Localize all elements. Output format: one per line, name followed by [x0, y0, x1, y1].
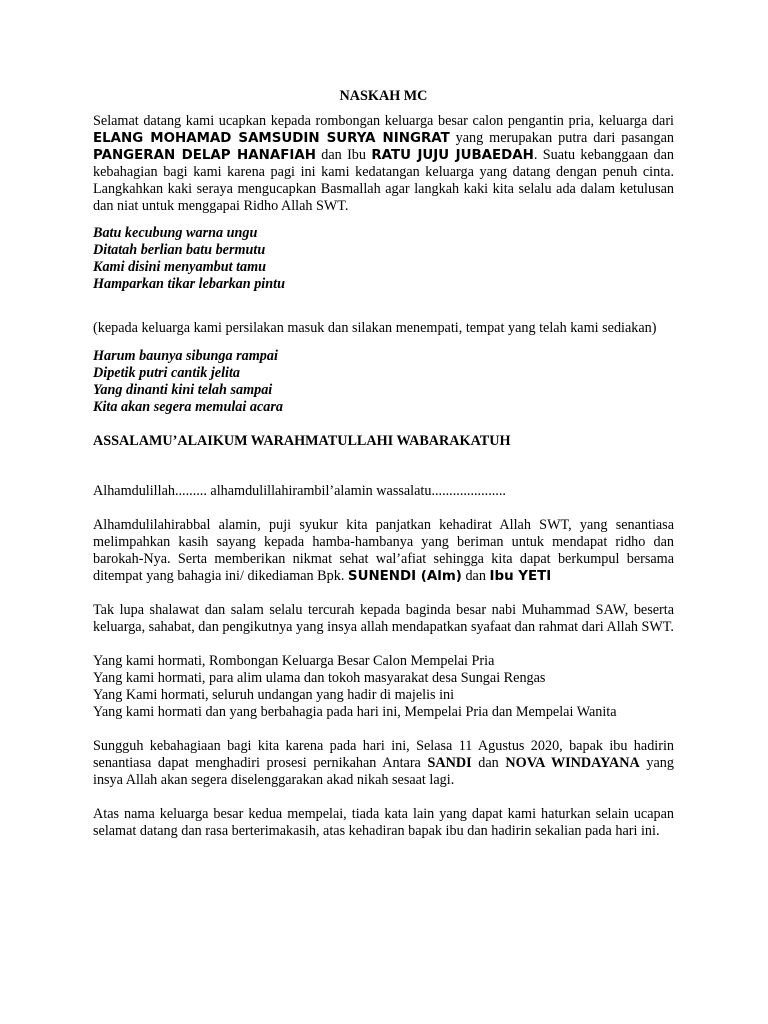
poem-welcome	[93, 225, 674, 293]
paragraph-shalawat: Tak lupa shalawat dan salam selalu tercurah kepada baginda besar nabi Muhammad SAW, beserta keluarga, sahabat, dan pengikutnya yang insya allah mendapatkan syafaat dan rahmat dari Allah SWT.	[93, 602, 674, 635]
text-segment: . Suatu kebanggaan dan kebahagian bagi kami karena pagi ini kami kedatangan keluarga yang datang dengan penuh cinta. Langkahkan kaki seraya mengucapkan Basmallah agar langkah kaki kita selalu ada dalam ketulusan dan niat untuk menggapai Ridho Allah SWT.	[93, 147, 675, 214]
salam-heading: ASSALAMU’ALAIKUM WARAHMATULLAHI WABARAKATUH	[93, 433, 511, 449]
respect-line: Yang kami hormati dan yang berbahagia pada hari ini, Mempelai Pria dan Mempelai Wanita	[93, 704, 617, 720]
text-segment: Selamat datang kami ucapkan kepada rombongan keluarga besar calon pengantin pria, keluarga dari	[93, 113, 674, 129]
poem-line: Yang dinanti kini telah sampai	[93, 382, 273, 398]
paragraph-alhamdulillah: Alhamdulillah......... alhamdulillahirambil’alamin wassalatu.....................	[93, 483, 506, 499]
paragraph-invite: (kepada keluarga kami persilakan masuk dan silakan menempati, tempat yang telah kami sediakan)	[93, 320, 657, 336]
text-segment: dan Ibu	[315, 147, 372, 163]
poem-line: Batu kecubung warna ungu	[93, 225, 258, 241]
paragraph-welcome	[93, 113, 674, 215]
name-host-mother: Ibu YETI	[489, 569, 552, 584]
paragraph-ceremony	[93, 738, 674, 789]
respect-line: Yang kami hormati, Rombongan Keluarga Besar Calon Mempelai Pria	[93, 653, 495, 669]
name-groom: SANDI	[427, 755, 472, 771]
respect-list	[93, 653, 674, 721]
respect-line: Yang kami hormati, para alim ulama dan tokoh masyarakat desa Sungai Rengas	[93, 670, 546, 686]
name-groom-family: ELANG MOHAMAD SAMSUDIN SURYA NINGRAT	[93, 131, 450, 146]
poem-line: Ditatah berlian batu bermutu	[93, 242, 266, 258]
poem-line: Hamparkan tikar lebarkan pintu	[93, 276, 285, 292]
name-host-father: SUNENDI (Alm)	[347, 569, 462, 584]
text-segment: yang insya Allah akan segera diselenggarakan akad nikah sesaat lagi.	[93, 755, 674, 788]
poem-line: Kita akan segera memulai acara	[93, 399, 283, 415]
paragraph-gratitude	[93, 517, 674, 585]
name-bride: NOVA WINDAYANA	[505, 755, 640, 771]
poem-line: Dipetik putri cantik jelita	[93, 365, 241, 381]
paragraph-closing: Atas nama keluarga besar kedua mempelai, tiada kata lain yang dapat kami haturkan selain ucapan selamat datang dan rasa berterimakasih, atas kehadiran bapak ibu dan hadirin sekalian pada hari ini.	[93, 806, 674, 839]
text-segment: Sungguh kebahagiaan bagi kita karena pada hari ini, Selasa 11 Agustus 2020, bapak ibu hadirin senantiasa dapat menghadiri prosesi pernikahan Antara	[93, 738, 674, 771]
text-segment: Alhamdulilahirabbal alamin, puji syukur kita panjatkan kehadirat Allah SWT, yang senantiasa melimpahkan kasih sayang kepada hamba-hambanya yang beriman untuk mendapat ridho dan barokah-Nya. Serta memberikan nikmat sehat wal’afiat sehingga kita dapat berkumpul bersama ditempat yang bahagia ini/ dikediaman Bpk.	[93, 517, 674, 584]
text-segment: dan	[471, 755, 506, 771]
text-segment: dan	[461, 568, 490, 584]
name-mother: RATU JUJU JUBAEDAH	[371, 148, 534, 163]
name-father: PANGERAN DELAP HANAFIAH	[93, 148, 316, 163]
respect-line: Yang Kami hormati, seluruh undangan yang hadir di majelis ini	[93, 687, 455, 703]
poem-arrival	[93, 348, 674, 416]
text-segment: yang merupakan putra dari pasangan	[449, 130, 674, 146]
poem-line: Kami disini menyambut tamu	[93, 259, 267, 275]
poem-line: Harum baunya sibunga rampai	[93, 348, 278, 364]
document-title: NASKAH MC	[339, 88, 428, 104]
